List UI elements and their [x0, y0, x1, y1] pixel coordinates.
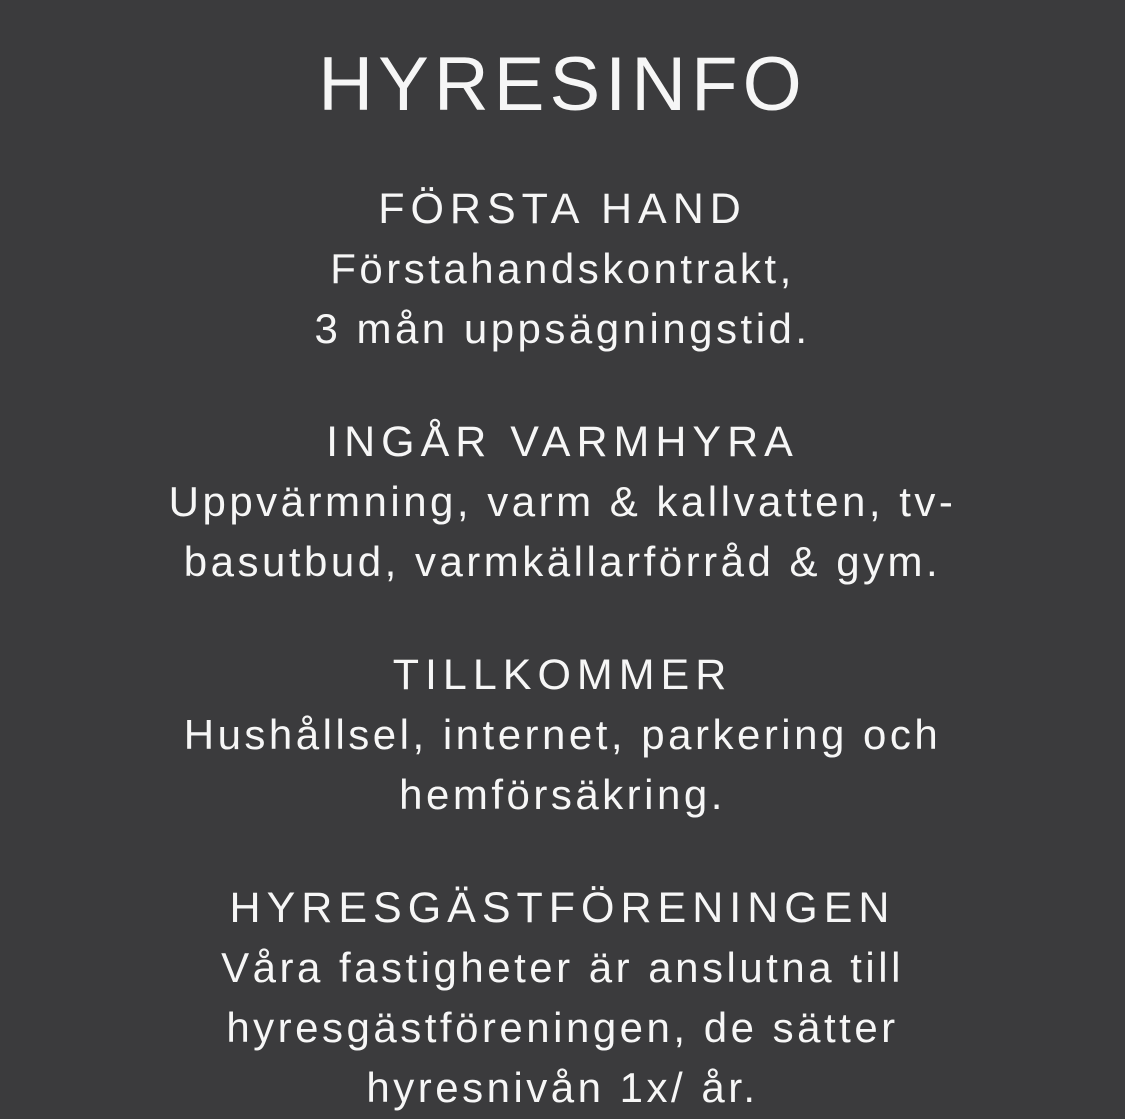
- section-heading-forsta-hand: FÖRSTA HAND: [378, 185, 747, 233]
- section-text-line: Uppvärmning, varm & kallvatten, tv-: [168, 478, 957, 525]
- page-title: HYRESINFO: [318, 42, 807, 127]
- section-text-line: 3 mån uppsägningstid.: [314, 305, 811, 352]
- section-forsta-hand: [0, 179, 1125, 359]
- section-text-line: Hushållsel, internet, parkering och: [183, 711, 942, 758]
- section-text-line: Våra fastigheter är anslutna till: [221, 944, 904, 991]
- section-text-line: basutbud, varmkällarförråd & gym.: [183, 538, 942, 585]
- section-text-line: hyresnivån 1x/ år.: [366, 1064, 759, 1111]
- section-text-line: Förstahandskontrakt,: [330, 245, 795, 292]
- section-tillkommer: [0, 645, 1125, 825]
- section-text-line: hyresgästföreningen, de sätter: [226, 1004, 899, 1051]
- section-heading-tillkommer: TILLKOMMER: [392, 651, 733, 699]
- section-heading-ingar-varmhyra: INGÅR VARMHYRA: [326, 418, 799, 466]
- section-hyresgastforeningen: [0, 878, 1125, 1118]
- section-ingar-varmhyra: [0, 412, 1125, 592]
- section-text-line: hemförsäkring.: [399, 771, 726, 818]
- section-heading-hyresgastforeningen: HYRESGÄSTFÖRENINGEN: [229, 884, 896, 932]
